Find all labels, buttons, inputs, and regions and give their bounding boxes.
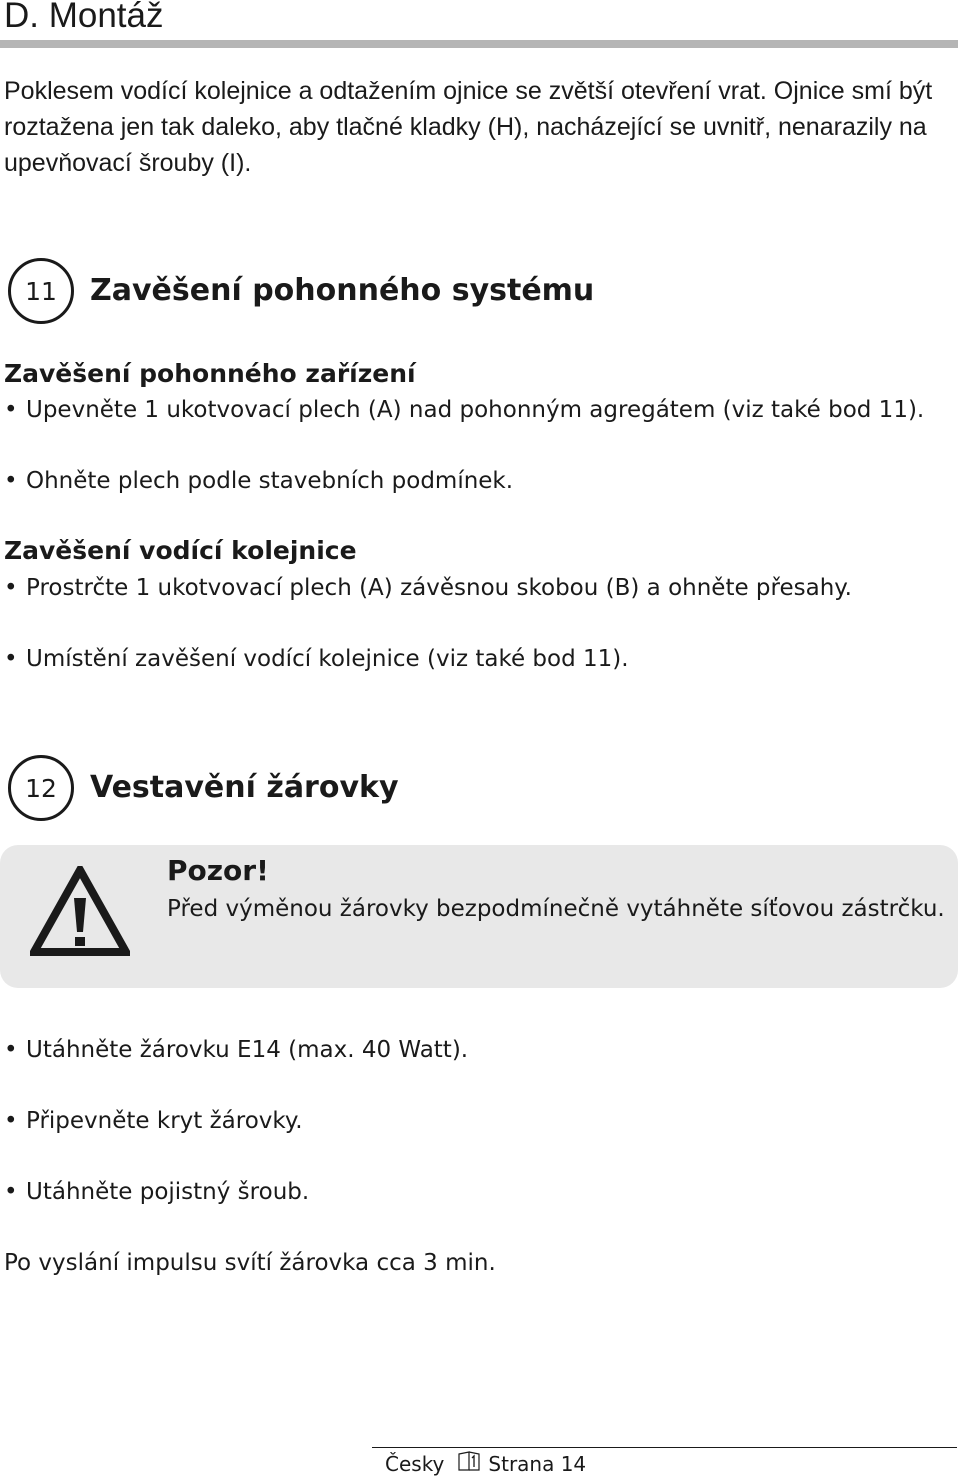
list-item: • Utáhněte žárovku E14 (max. 40 Watt). xyxy=(4,1033,468,1067)
list-item: • Připevněte kryt žárovky. xyxy=(4,1104,303,1138)
book-page-icon xyxy=(458,1451,480,1477)
title-divider xyxy=(0,40,958,48)
list-item: • Umístění zavěšení vodící kolejnice (viz také bod 11). xyxy=(4,642,629,676)
bullet-icon: • xyxy=(4,575,18,601)
footer xyxy=(385,1451,586,1477)
step-number-12 xyxy=(8,755,74,821)
list-item: • Utáhněte pojistný šroub. xyxy=(4,1175,309,1209)
step-number-11 xyxy=(8,258,74,324)
warning-text: Před výměnou žárovky bezpodmínečně vytáhněte síťovou zástrčku. xyxy=(167,896,945,922)
warning-triangle-icon xyxy=(30,866,130,956)
step-number-label: 11 xyxy=(25,276,57,306)
page-title: D. Montáž xyxy=(4,0,164,35)
footer-language: Česky xyxy=(385,1452,445,1476)
bullet-icon: • xyxy=(4,468,18,494)
bullet-icon: • xyxy=(4,397,18,423)
footer-divider xyxy=(372,1447,957,1448)
list-item: • Prostrčte 1 ukotvovací plech (A) závěsnou skobou (B) a ohněte přesahy. xyxy=(4,571,852,605)
intro-paragraph: Poklesem vodící kolejnice a odtažením ojnice se zvětší otevření vrat. Ojnice smí být roztažena jen tak daleko, aby tlačné kladky (H), nacházející se uvnitř, nenarazily na upevňovací šrouby (I). xyxy=(4,77,933,177)
step-number-label: 12 xyxy=(25,773,57,803)
bullet-icon: • xyxy=(4,1037,18,1063)
warning-title: Pozor! xyxy=(167,854,269,887)
section-11-title: Zavěšení pohonného systému xyxy=(90,273,595,308)
footer-page-number: Strana 14 xyxy=(488,1452,587,1476)
closing-note: Po vyslání impulsu svítí žárovka cca 3 min. xyxy=(4,1250,496,1276)
list-item: • Upevněte 1 ukotvovací plech (A) nad pohonným agregátem (viz také bod 11). xyxy=(4,393,924,427)
bullet-icon: • xyxy=(4,1108,18,1134)
section-12-title: Vestavění žárovky xyxy=(90,770,399,805)
bullet-icon: • xyxy=(4,1179,18,1205)
subheading-drive-suspension: Zavěšení pohonného zařízení xyxy=(4,359,416,388)
subheading-rail-suspension: Zavěšení vodící kolejnice xyxy=(4,536,357,565)
bullet-icon: • xyxy=(4,646,18,672)
list-item: • Ohněte plech podle stavebních podmínek. xyxy=(4,464,513,498)
